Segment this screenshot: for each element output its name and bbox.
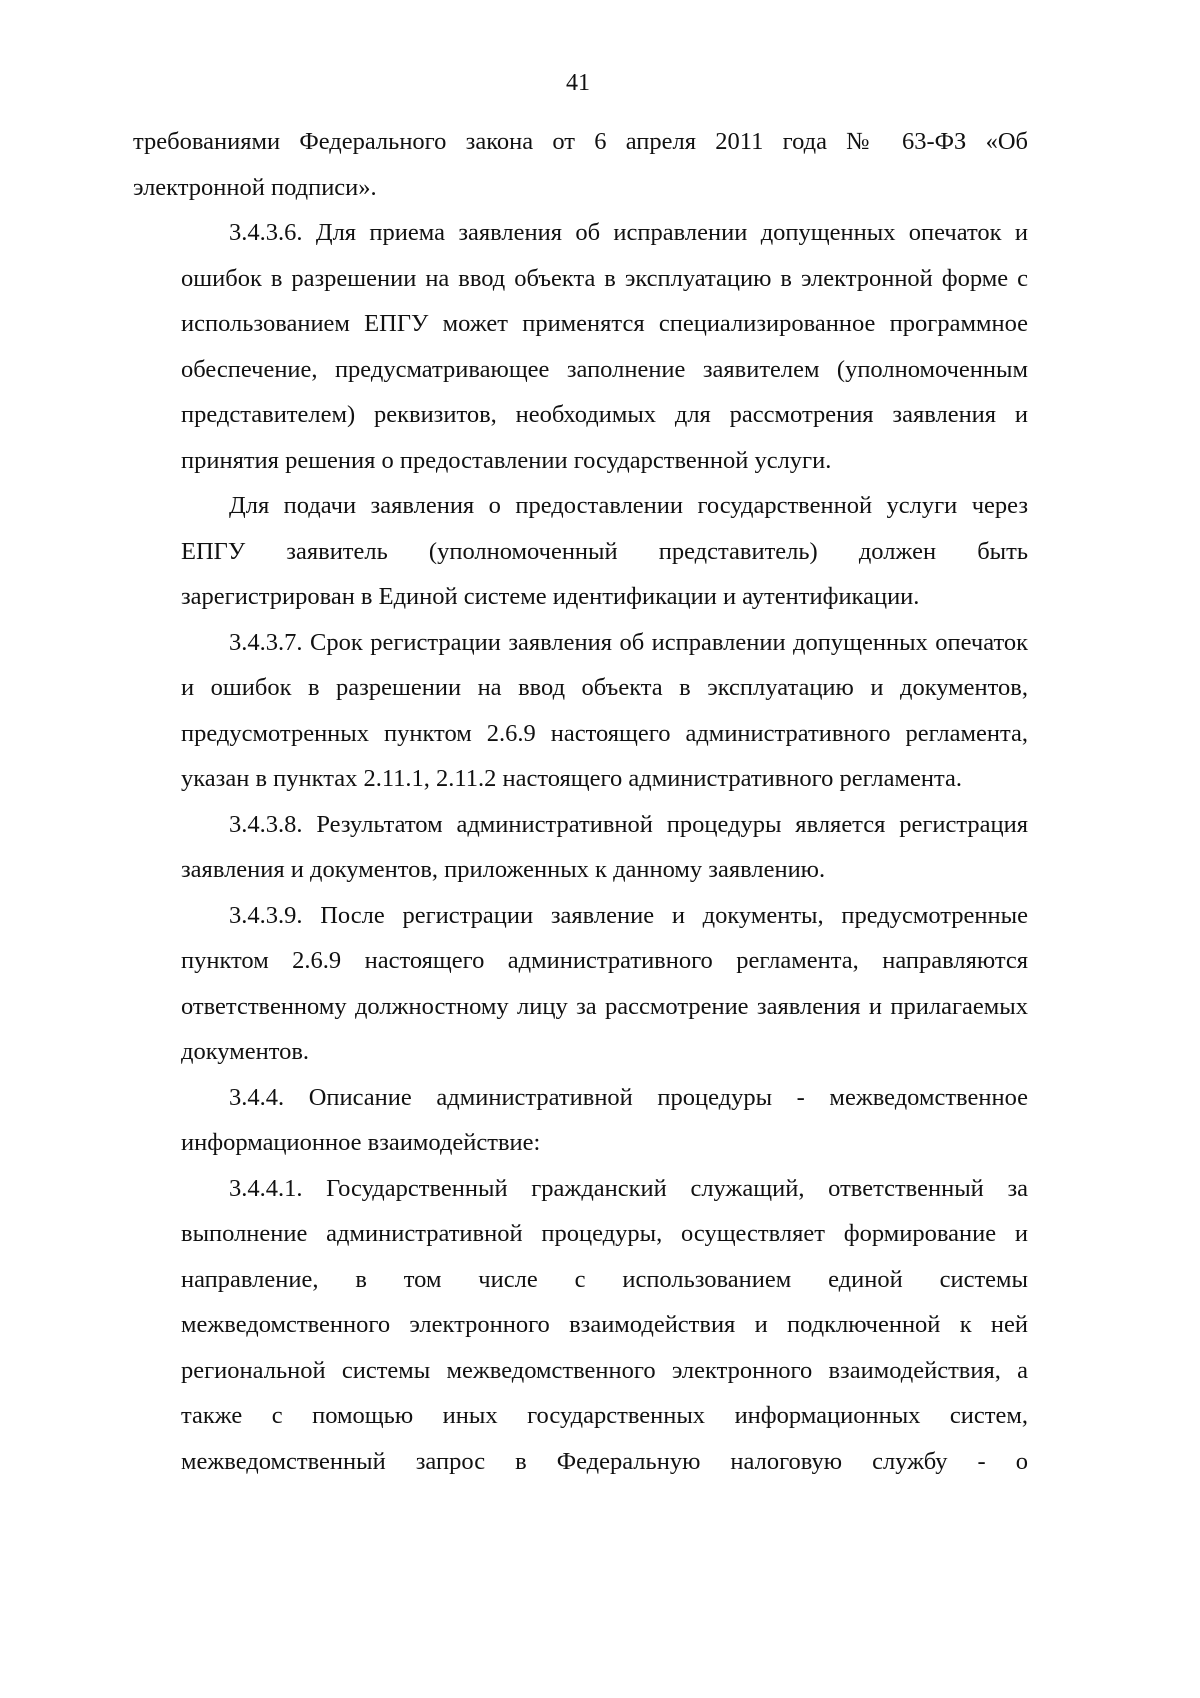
text-line: Для подачи заявления о предоставлении государственной услуги через	[229, 492, 1028, 519]
text-line: 3.4.4. Описание административной процедуры - межведомственное	[229, 1083, 1028, 1111]
paragraph-5	[133, 802, 1028, 893]
text-line: заявления и документов, приложенных к данному заявлению.	[181, 856, 826, 883]
text-line: требованиями Федерального закона от 6 апреля 2011 года № 63-ФЗ «Об	[133, 128, 1028, 155]
text-line: также с помощью иных государственных информационных систем,	[181, 1402, 1028, 1429]
text-line: ошибок в разрешении на ввод объекта в эксплуатацию в электронной форме с	[181, 264, 1028, 292]
text-line: 3.4.3.6. Для приема заявления об исправлении допущенных опечаток и	[229, 219, 1028, 246]
text-line: электронной подписи».	[133, 173, 377, 201]
text-line: пунктом 2.6.9 настоящего административного регламента, направляются	[181, 947, 1028, 974]
paragraph-1	[133, 119, 1028, 210]
text-line: ответственному должностному лицу за рассмотрение заявления и прилагаемых	[181, 992, 1028, 1020]
text-line: указан в пунктах 2.11.1, 2.11.2 настоящего административного регламента.	[181, 765, 962, 792]
text-line: зарегистрирован в Единой системе идентификации и аутентификации.	[181, 583, 920, 610]
text-line: ЕПГУ заявитель (уполномоченный представитель) должен быть	[181, 537, 1028, 565]
page-number: 41	[566, 70, 590, 96]
text-line: 3.4.3.8. Результатом административной процедуры является регистрация	[229, 810, 1028, 838]
text-line: 3.4.3.7. Срок регистрации заявления об исправлении допущенных опечаток	[229, 628, 1028, 656]
paragraph-2	[133, 210, 1028, 483]
text-line: представителем) реквизитов, необходимых для рассмотрения заявления и	[181, 401, 1028, 428]
document-body	[133, 119, 1028, 1484]
text-line: 3.4.4.1. Государственный гражданский служащий, ответственный за	[229, 1174, 1028, 1202]
paragraph-4	[133, 620, 1028, 802]
text-line: информационное взаимодействие:	[181, 1129, 541, 1156]
paragraph-7	[133, 1075, 1028, 1166]
text-line: межведомственного электронного взаимодействия и подключенной к ней	[181, 1311, 1028, 1338]
text-line: направление, в том числе с использованием единой системы	[181, 1265, 1028, 1293]
text-line: 3.4.3.9. После регистрации заявление и документы, предусмотренные	[229, 901, 1028, 929]
paragraph-3	[133, 483, 1028, 620]
paragraph-8	[133, 1166, 1028, 1485]
text-line: принятия решения о предоставлении государственной услуги.	[181, 446, 832, 474]
text-line: предусмотренных пунктом 2.6.9 настоящего административного регламента,	[181, 719, 1028, 747]
text-line: выполнение административной процедуры, осуществляет формирование и	[181, 1220, 1028, 1247]
text-line: документов.	[181, 1038, 310, 1065]
text-line: региональной системы межведомственного электронного взаимодействия, а	[181, 1356, 1028, 1384]
paragraph-6	[133, 893, 1028, 1075]
text-line: и ошибок в разрешении на ввод объекта в эксплуатацию и документов,	[181, 674, 1028, 701]
text-line: межведомственный запрос в Федеральную налоговую службу - о	[181, 1447, 1028, 1475]
text-line: использованием ЕПГУ может применятся специализированное программное	[181, 310, 1028, 337]
text-line: обеспечение, предусматривающее заполнение заявителем (уполномоченным	[181, 355, 1028, 383]
